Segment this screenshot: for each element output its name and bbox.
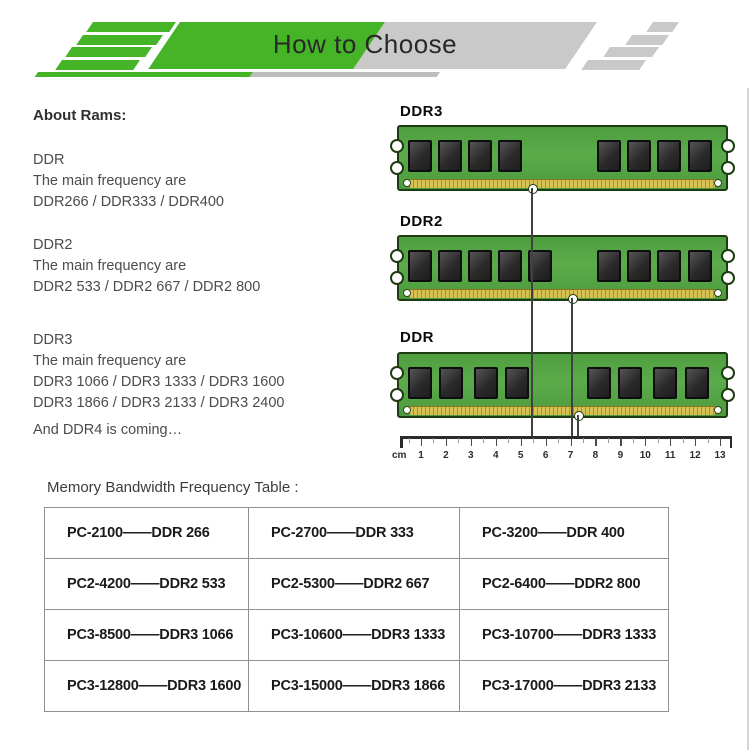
ram-type-heading: DDR2 [33,237,73,253]
notch-pointer-line [531,188,533,437]
notch-pointer-line [577,415,579,437]
ram-module [397,125,728,191]
about-line: The main frequency are [33,353,187,369]
ram-type-heading: DDR3 [33,332,73,348]
ruler-tick-label: 4 [492,450,499,461]
ruler-minor-tick [458,438,459,443]
ruler-tick [645,438,646,446]
ruler-right-cap [730,436,733,448]
table-row [45,508,669,559]
ruler-minor-tick [533,438,534,443]
ruler-tick [670,438,671,446]
about-sections [33,150,383,414]
memory-chip [627,250,651,282]
ruler-tick-label: 10 [639,450,651,461]
ruler-tick [695,438,696,446]
ram-module [397,235,728,301]
memory-chip [438,140,462,172]
ruler-tick-label: 3 [468,450,474,461]
ruler-tick [446,438,447,446]
memory-chip [688,140,712,172]
memory-chip [618,367,642,399]
memory-chip [587,367,611,399]
table-cell: PC3-12800——DDR3 1600 [45,661,249,712]
banner-underline-green [35,72,253,77]
ruler [393,436,737,466]
banner-stripe [646,22,679,32]
memory-chip [439,367,463,399]
ruler-tick [720,438,721,446]
edge-notch-left [390,249,404,263]
banner-underline-gray [250,72,440,77]
table-row [45,661,669,712]
memory-chip [498,140,522,172]
table-title: Memory Bandwidth Frequency Table : [47,479,299,496]
memory-chip [408,367,432,399]
ruler-tick-label: 9 [617,450,624,461]
ruler-tick-label: 2 [443,450,449,461]
table-row [45,610,669,661]
ruler-tick [421,438,422,446]
memory-chip [438,250,462,282]
ruler-tick-label: 13 [714,450,726,461]
memory-chip [474,367,498,399]
memory-chip [653,367,677,399]
ruler-minor-tick [708,438,709,443]
ruler-minor-tick [583,438,584,443]
memory-chip [468,140,492,172]
ruler-minor-tick [608,438,609,443]
ruler-tick [496,438,497,446]
ram-module-label: DDR [400,329,434,346]
about-section [33,330,383,414]
edge-notch-left [390,161,404,175]
memory-chip [685,367,709,399]
key-notch [568,294,578,304]
banner-stripe [55,60,140,70]
memory-chip [408,250,432,282]
banner-stripe [86,22,176,32]
memory-chip [468,250,492,282]
ruler-tick [620,438,621,446]
table-cell: PC3-10600——DDR3 1333 [249,610,460,661]
table-cell: PC-3200——DDR 400 [460,508,669,559]
ruler-tick-label: 8 [592,450,599,461]
banner-stripe [603,47,659,57]
edge-notch-right [721,388,735,402]
about-line: DDR3 1066 / DDR3 1333 / DDR3 1600 [33,374,285,390]
ruler-minor-tick [508,438,509,443]
ruler-tick [595,438,596,446]
image-right-border [747,88,749,750]
corner-hole [403,179,411,187]
table-row [45,559,669,610]
memory-chip [657,140,681,172]
edge-notch-right [721,161,735,175]
ruler-tick-label: 1 [418,450,424,461]
about-rams-text [33,105,383,441]
table-cell: PC3-10700——DDR3 1333 [460,610,669,661]
table-cell: PC3-8500——DDR3 1066 [45,610,249,661]
ruler-minor-tick [558,438,559,443]
corner-hole [714,406,722,414]
table-cell: PC2-4200——DDR2 533 [45,559,249,610]
notch-pointer-line [571,298,573,437]
ruler-tick-label: 12 [689,450,701,461]
ram-type-heading: DDR [33,152,65,168]
ruler-tick-label: 11 [664,450,676,461]
ruler-minor-tick [658,438,659,443]
edge-notch-left [390,139,404,153]
edge-notch-left [390,366,404,380]
banner-stripe [65,47,152,57]
about-section [33,235,383,298]
key-notch [528,184,538,194]
banner-stripe [581,60,646,70]
memory-chip [408,140,432,172]
edge-notch-right [721,366,735,380]
ruler-minor-tick [633,438,634,443]
frequency-table [44,507,669,712]
ruler-minor-tick [683,438,684,443]
table-cell: PC3-15000——DDR3 1866 [249,661,460,712]
ruler-tick-label: 7 [567,450,574,461]
ram-module-label: DDR3 [400,103,443,120]
memory-chip [688,250,712,282]
ruler-tick [521,438,522,446]
memory-chip [597,250,621,282]
ruler-minor-tick [433,438,434,443]
ruler-minor-tick [409,438,410,443]
ddr4-footnote: And DDR4 is coming… [33,422,183,438]
memory-chip [627,140,651,172]
about-line: DDR3 1866 / DDR3 2133 / DDR3 2400 [33,395,285,411]
corner-hole [714,179,722,187]
table-cell: PC2-6400——DDR2 800 [460,559,669,610]
edge-notch-right [721,249,735,263]
page-title: How to Choose [272,29,458,59]
memory-chip [597,140,621,172]
table-cell: PC-2700——DDR 333 [249,508,460,559]
table-cell: PC2-5300——DDR2 667 [249,559,460,610]
about-line: DDR2 533 / DDR2 667 / DDR2 800 [33,279,261,295]
memory-chip [657,250,681,282]
ruler-tick-label: 5 [517,450,524,461]
table-cell: PC3-17000——DDR3 2133 [460,661,669,712]
key-notch [574,411,584,421]
edge-notch-right [721,139,735,153]
about-line: The main frequency are [33,173,187,189]
edge-notch-left [390,388,404,402]
gold-pins [410,179,715,188]
gold-pins [410,406,715,415]
corner-hole [714,289,722,297]
edge-notch-right [721,271,735,285]
banner-stripe [76,35,163,45]
memory-chip [498,250,522,282]
ruler-unit-label: cm [392,450,407,461]
ruler-tick [471,438,472,446]
ruler-tick-label: 6 [542,450,549,461]
ruler-minor-tick [483,438,484,443]
banner-stripe [625,35,669,45]
about-heading: About Rams: [33,107,127,124]
ruler-tick [546,438,547,446]
memory-chip [505,367,529,399]
corner-hole [403,406,411,414]
ram-module-label: DDR2 [400,213,443,230]
about-line: DDR266 / DDR333 / DDR400 [33,194,224,210]
ruler-left-cap [400,436,403,448]
ram-module [397,352,728,418]
about-section [33,150,383,213]
ruler-tick [571,438,572,446]
gold-pins [410,289,715,298]
table-cell: PC-2100——DDR 266 [45,508,249,559]
edge-notch-left [390,271,404,285]
about-line: The main frequency are [33,258,187,274]
corner-hole [403,289,411,297]
